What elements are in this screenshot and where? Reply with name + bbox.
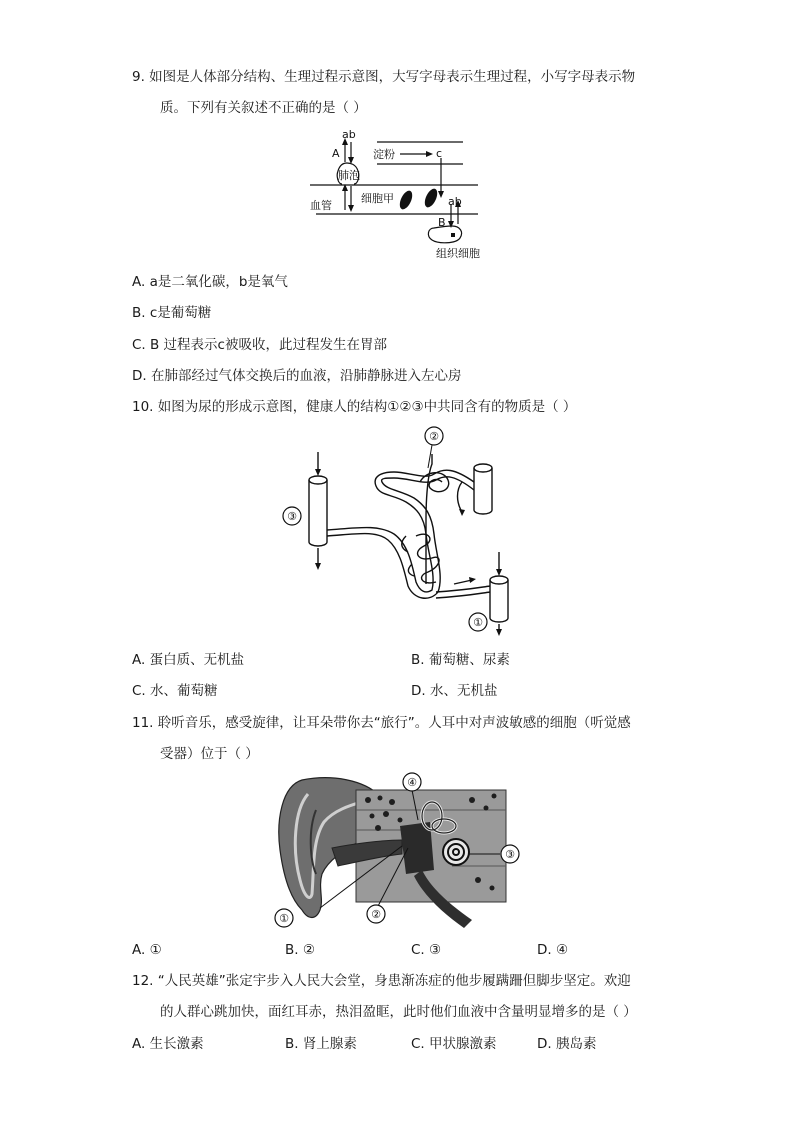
vessel-top-right <box>474 468 492 514</box>
tissue-cell-nucleus <box>451 233 455 237</box>
q12-stem-line2: 的人群心跳加快，面红耳赤，热泪盈眶，此时他们血液中含量明显增多的是（ ） <box>160 1004 637 1020</box>
red-blood-cell-2 <box>422 187 440 209</box>
q9-option-b: B. c是葡萄糖 <box>132 305 212 321</box>
q12-stem-line1: 12. “人民英雄”张定宇步入人民大会堂，身患渐冻症的他步履蹒跚但脚步坚定。欢迎 <box>132 973 631 989</box>
label-starch: 淀粉 <box>373 148 395 161</box>
arrowhead-alveolus-down <box>348 205 354 212</box>
label-c: c <box>436 147 443 160</box>
collecting-duct-3 <box>309 480 327 546</box>
q9-option-a: A. a是二氧化碳，b是氧气 <box>132 274 288 290</box>
cochlea <box>443 839 469 865</box>
q11-option-d: D. ④ <box>537 942 569 958</box>
label-n2: ② <box>371 908 381 921</box>
q12-option-a: A. 生长激素 <box>132 1036 204 1052</box>
q9-option-d: D. 在肺部经过气体交换后的血液，沿肺静脉进入左心房 <box>132 368 462 384</box>
label-alveolus: 肺泡 <box>338 169 360 182</box>
label-tissue-cell: 组织细胞 <box>436 247 480 260</box>
q11-figure <box>272 770 522 932</box>
arrowhead-tissue-left <box>448 221 454 228</box>
arrowhead-c-down <box>438 191 444 198</box>
q12-option-b: B. 肾上腺素 <box>285 1036 357 1052</box>
q11-stem-line2: 受器）位于（ ） <box>160 746 259 762</box>
q10-stem: 10. 如图为尿的形成示意图，健康人的结构①②③中共同含有的物质是（ ） <box>132 399 577 415</box>
q9-option-c: C. B 过程表示c被吸收，此过程发生在胃部 <box>132 337 387 353</box>
q9-stem-line1: 9. 如图是人体部分结构、生理过程示意图，大写字母表示生理过程，小写字母表示物 <box>132 69 636 85</box>
renal-tubule <box>327 470 474 592</box>
q10-option-c: C. 水、葡萄糖 <box>132 683 218 699</box>
label-n4: ④ <box>407 776 417 789</box>
q11-option-a: A. ① <box>132 942 162 958</box>
q10-option-a: A. 蛋白质、无机盐 <box>132 652 245 668</box>
arrowhead-starch <box>426 151 433 157</box>
label-ab-bottom: ab <box>448 195 462 208</box>
label-A: A <box>332 147 340 160</box>
q12-option-d: D. 胰岛素 <box>537 1036 597 1052</box>
label-n1: ① <box>279 912 289 925</box>
label-ab-top: ab <box>342 128 356 141</box>
q11-option-b: B. ② <box>285 942 315 958</box>
label-vessel: 血管 <box>310 199 332 212</box>
label-n2: ② <box>429 430 439 443</box>
label-B: B <box>438 216 446 229</box>
q9-stem-line2: 质。下列有关叙述不正确的是（ ） <box>160 100 367 116</box>
q11-stem-line1: 11. 聆听音乐，感受旋律，让耳朵带你去“旅行”。人耳中对声波敏感的细胞（听觉感 <box>132 715 631 731</box>
q12-option-c: C. 甲状腺激素 <box>411 1036 497 1052</box>
vessel-bottom-right <box>490 580 508 622</box>
label-cell-jia: 细胞甲 <box>361 192 394 205</box>
red-blood-cell-1 <box>397 189 415 211</box>
q10-option-b: B. 葡萄糖、尿素 <box>411 652 510 668</box>
label-n1: ① <box>473 616 483 629</box>
q10-figure <box>276 424 526 636</box>
label-n3: ③ <box>505 848 515 861</box>
q11-option-c: C. ③ <box>411 942 442 958</box>
q9-figure <box>300 124 490 264</box>
q10-option-d: D. 水、无机盐 <box>411 683 498 699</box>
label-n3: ③ <box>287 510 297 523</box>
